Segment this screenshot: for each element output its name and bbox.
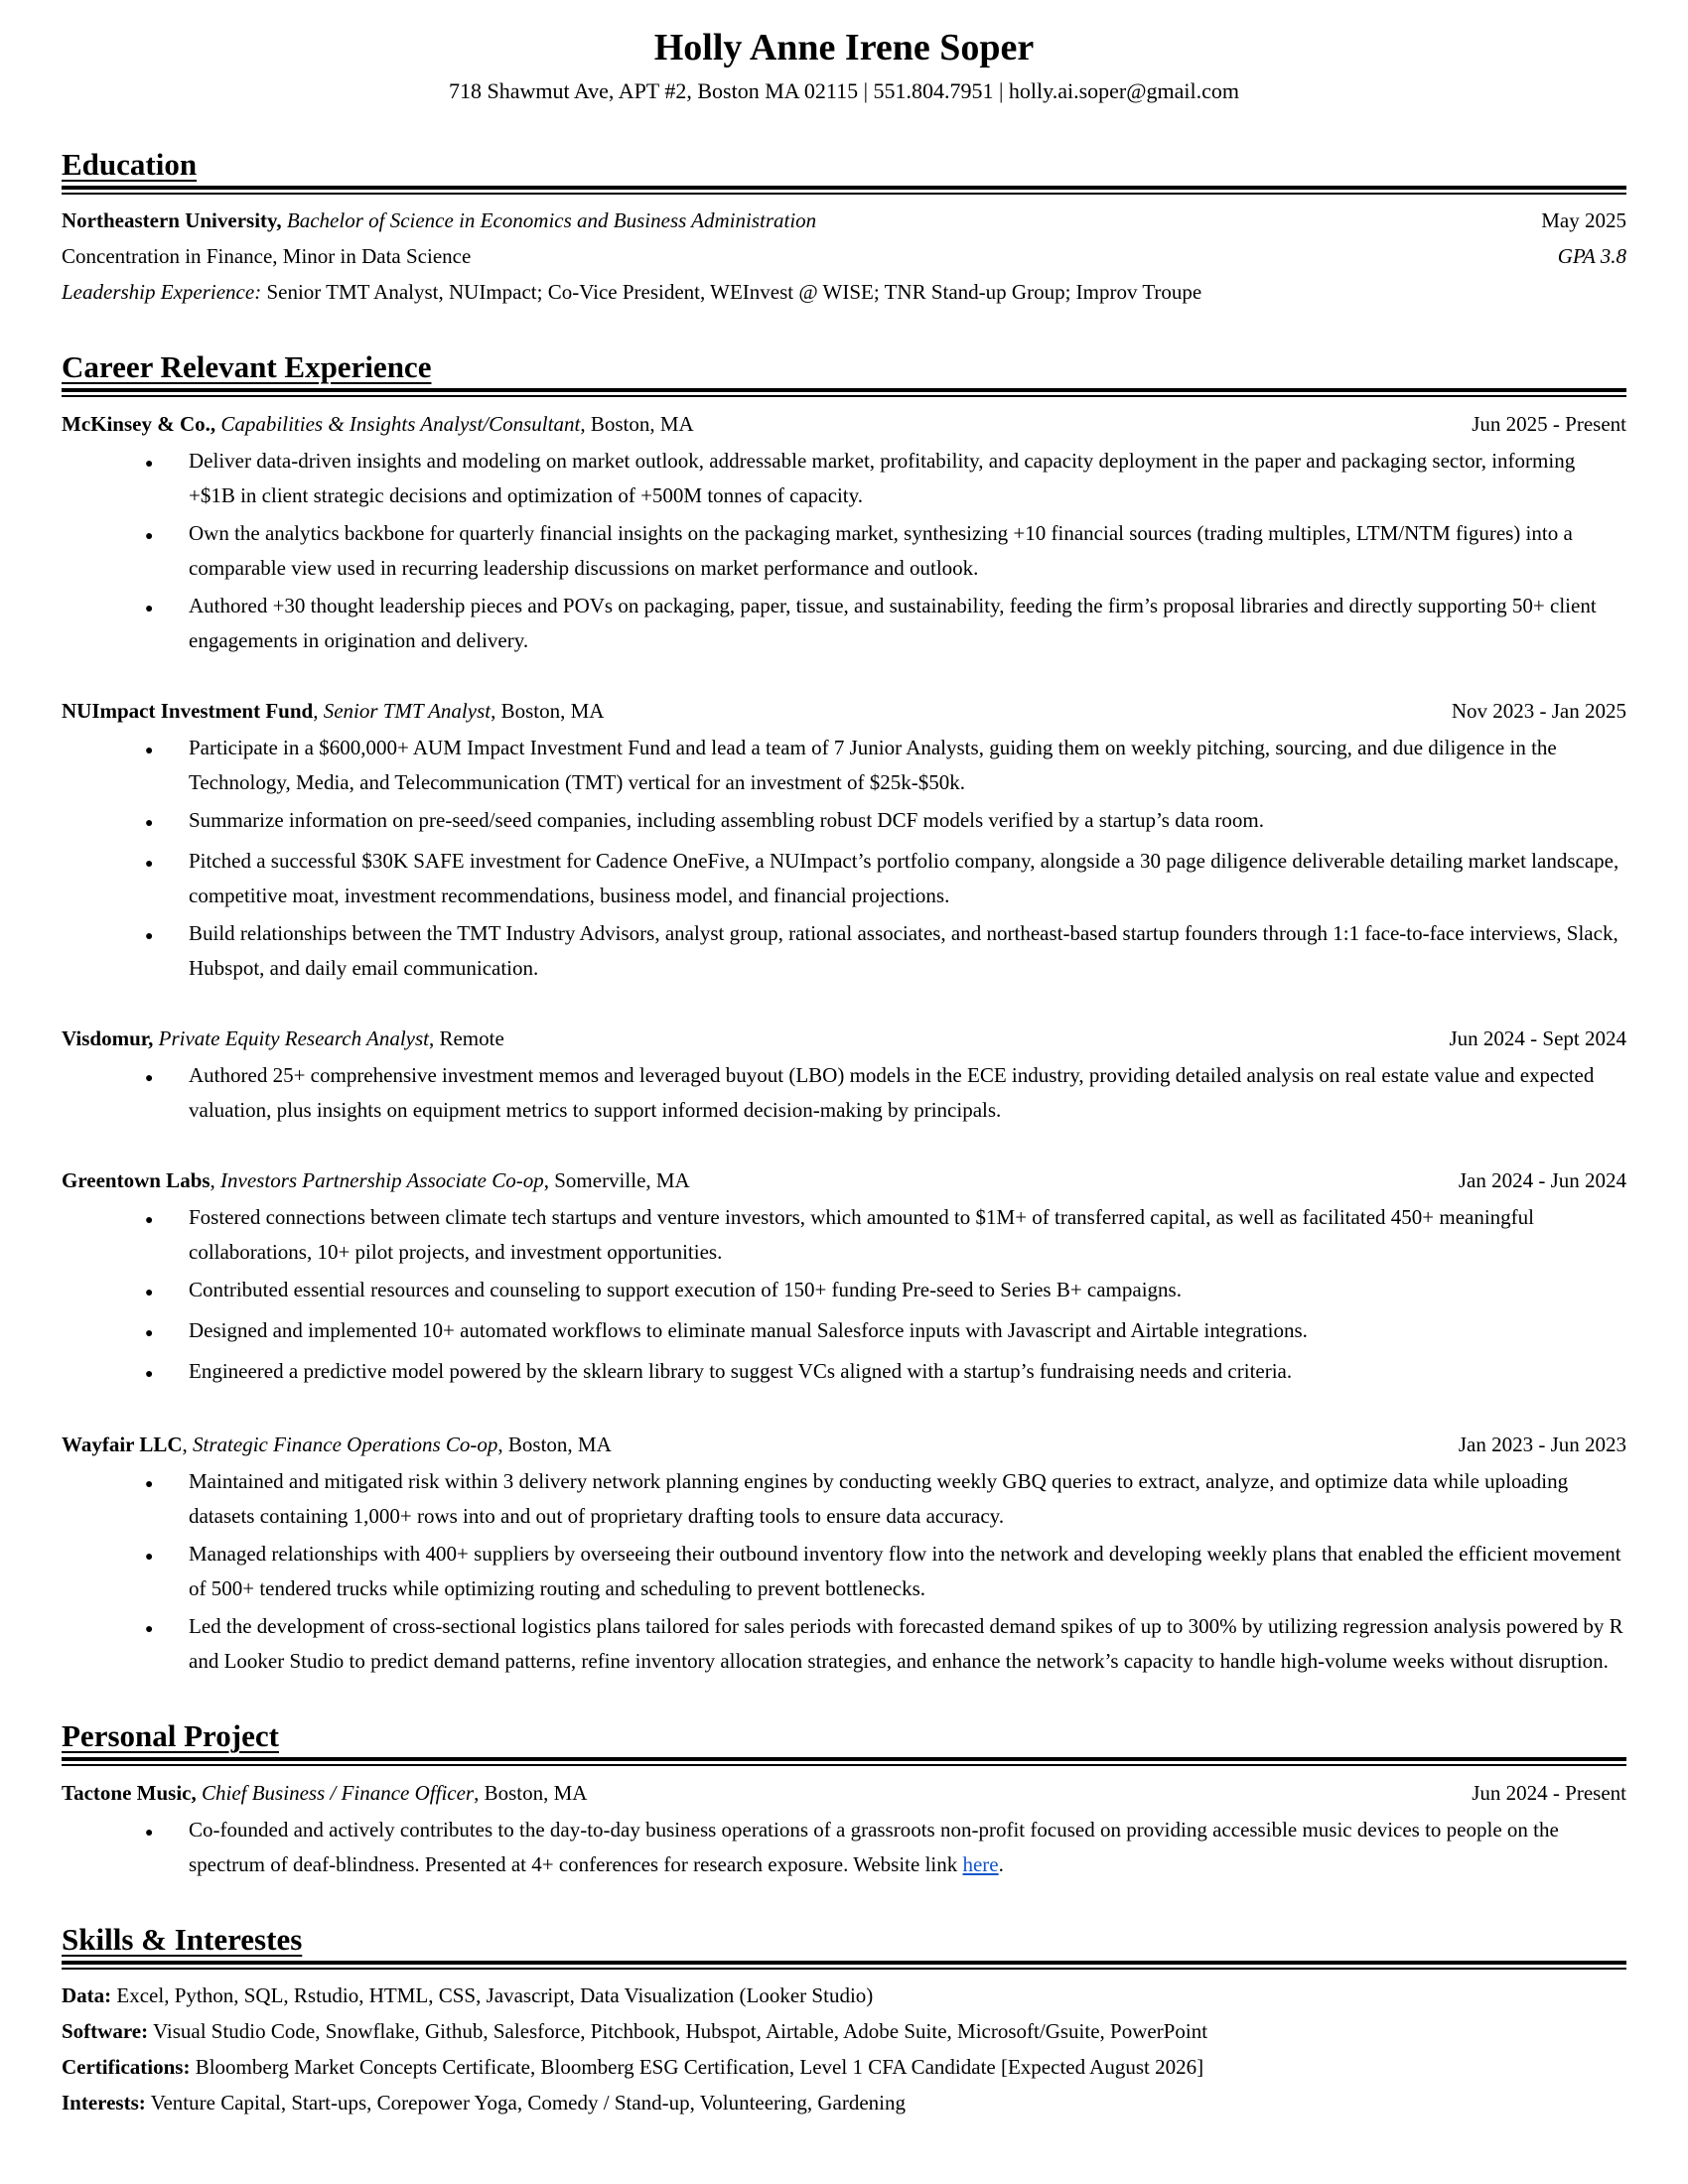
job-location: , Remote	[428, 1026, 504, 1050]
job-date: Nov 2023 - Jan 2025	[1451, 699, 1626, 723]
section-divider	[62, 1757, 1626, 1766]
bullet-dot-icon	[145, 1313, 189, 1351]
section-project	[62, 1718, 1626, 1882]
skills-heading: Skills & Interestes	[62, 1922, 303, 1957]
school-name: Northeastern University,	[62, 208, 282, 232]
section-divider	[62, 1961, 1626, 1970]
skill-text: Visual Studio Code, Snowflake, Github, Salesforce, Pitchbook, Hubspot, Airtable, Adobe Suite, Microsoft/Gsuite, PowerPoint	[148, 2019, 1208, 2043]
job-wayfair	[62, 1428, 1626, 1679]
bullet-item: ● Authored +30 thought leadership pieces and POVs on packaging, paper, tissue, and sustainability, feeding the firm’s proposal libraries and directly supporting 50+ client engagements in origination and delivery.	[145, 589, 1626, 658]
education-date: May 2025	[1541, 208, 1626, 232]
concentration: Concentration in Finance, Minor in Data Science	[62, 244, 472, 268]
bullet-list	[62, 731, 1626, 986]
bullet-list	[62, 1200, 1626, 1392]
section-divider	[62, 186, 1626, 195]
job-role: Senior TMT Analyst	[323, 699, 492, 723]
leadership-text: Senior TMT Analyst, NUImpact; Co-Vice President, WEInvest @ WISE; TNR Stand-up Group; Improv Troupe	[261, 280, 1202, 304]
bullet-dot-icon	[145, 1464, 189, 1534]
company-name: Tactone Music,	[62, 1781, 197, 1805]
skill-text: Bloomberg Market Concepts Certificate, Bloomberg ESG Certification, Level 1 CFA Candidate [Expected August 2026]	[190, 2055, 1204, 2079]
gpa: GPA 3.8	[1557, 244, 1626, 268]
bullet-item: ● Led the development of cross-sectional logistics plans tailored for sales periods with forecasted demand spikes of up to 300% by utilizing regression analysis powered by R and Looker Studio to predict demand patterns, refine inventory allocation strategies, and enhance the network’s capacity to handle high-volume weeks without disruption.	[145, 1609, 1626, 1679]
job-location: , Somerville, MA	[543, 1168, 690, 1192]
job-role: Capabilities & Insights Analyst/Consultant	[220, 412, 581, 436]
bullet-dot-icon	[145, 1609, 189, 1679]
job-date: Jun 2024 - Present	[1472, 1781, 1626, 1805]
bullet-item: ● Build relationships between the TMT Industry Advisors, analyst group, rational associates, and northeast-based startup founders through 1:1 face-to-face interviews, Slack, Hubspot, and daily email communication.	[145, 916, 1626, 986]
job-header	[62, 1776, 1626, 1811]
skills-row-certifications	[62, 2049, 1626, 2085]
bullet-dot-icon	[145, 731, 189, 800]
project-heading: Personal Project	[62, 1718, 279, 1753]
bullet-item: ● Authored 25+ comprehensive investment memos and leveraged buyout (LBO) models in the ECE industry, providing detailed analysis on real estate value and expected valuation, plus insights on equipment metrics to support informed decision-making by principals.	[145, 1058, 1626, 1128]
job-header	[62, 407, 1626, 442]
bullet-list	[62, 444, 1626, 658]
bullet-item: ● Maintained and mitigated risk within 3 delivery network planning engines by conducting weekly GBQ queries to extract, analyze, and optimize data while uploading datasets containing 1,000+ rows into and out of proprietary drafting tools to ensure data accuracy.	[145, 1464, 1626, 1534]
bullet-dot-icon	[145, 803, 189, 841]
job-header	[62, 1163, 1626, 1198]
skill-text: Venture Capital, Start-ups, Corepower Yoga, Comedy / Stand-up, Volunteering, Gardening	[145, 2091, 907, 2115]
job-title-line	[62, 407, 694, 442]
bullet-dot-icon	[145, 1537, 189, 1606]
bullet-with-link: Co-founded and actively contributes to the day-to-day business operations of a grassroots non-profit focused on providing accessible music devices to people on the spectrum of deaf-blindness. Presented at 4+ conferences for research exposure. Website link here.	[189, 1818, 1559, 1876]
job-location: , Boston, MA	[474, 1781, 588, 1805]
bullet-dot-icon	[145, 1200, 189, 1270]
education-degree	[62, 203, 816, 238]
job-title-line	[62, 1776, 587, 1811]
bullet-dot-icon	[145, 1813, 189, 1882]
job-title-line: NUImpact Investment Fund, Senior TMT Analyst, Boston, MA	[62, 699, 605, 723]
company-name: Wayfair LLC	[62, 1433, 183, 1456]
job-header	[62, 694, 1626, 729]
job-visdomur	[62, 1022, 1626, 1128]
skill-label: Certifications:	[62, 2055, 191, 2079]
bullet-list	[62, 1464, 1626, 1679]
leadership-label: Leadership Experience:	[62, 280, 262, 304]
company-name: McKinsey & Co.,	[62, 412, 216, 436]
education-leadership-row	[62, 274, 1626, 310]
job-mckinsey	[62, 407, 1626, 658]
job-date: Jan 2024 - Jun 2024	[1458, 1168, 1626, 1192]
bullet-item: ● Fostered connections between climate tech startups and venture investors, which amounted to $1M+ of transferred capital, as well as facilitated 450+ meaningful collaborations, 10+ pilot projects, and investment opportunities.	[145, 1200, 1626, 1270]
bullet-item: ● Deliver data-driven insights and modeling on market outlook, addressable market, profitability, and capacity deployment in the paper and packaging sector, informing +$1B in client strategic decisions and optimization of +500M tonnes of capacity.	[145, 444, 1626, 513]
job-date: Jun 2024 - Sept 2024	[1449, 1026, 1626, 1050]
bullet-dot-icon	[145, 844, 189, 913]
bullet-dot-icon	[145, 916, 189, 986]
job-title-line: Greentown Labs, Investors Partnership Associate Co-op, Somerville, MA	[62, 1168, 690, 1192]
job-tactone	[62, 1776, 1626, 1882]
job-nuimpact	[62, 694, 1626, 986]
job-role: Chief Business / Finance Officer	[201, 1781, 475, 1805]
bullet-list	[62, 1813, 1626, 1882]
job-title-line	[62, 1022, 504, 1056]
bullet-dot-icon	[145, 1058, 189, 1128]
skills-row-interests	[62, 2085, 1626, 2120]
bullet-item	[145, 1813, 1626, 1882]
job-date: Jan 2023 - Jun 2023	[1458, 1433, 1626, 1456]
education-degree-row	[62, 203, 1626, 238]
skill-text: Excel, Python, SQL, Rstudio, HTML, CSS, Javascript, Data Visualization (Looker Studio)	[111, 1983, 874, 2007]
bullet-dot-icon	[145, 589, 189, 658]
bullet-dot-icon	[145, 516, 189, 586]
contact-line: 718 Shawmut Ave, APT #2, Boston MA 02115 | 551.804.7951 | holly.ai.soper@gmail.com	[448, 78, 1239, 103]
section-education	[62, 147, 1626, 310]
bullet-dot-icon	[145, 1354, 189, 1392]
job-header	[62, 1022, 1626, 1056]
person-name: Holly Anne Irene Soper	[653, 27, 1035, 68]
bullet-item: ● Contributed essential resources and counseling to support execution of 150+ funding Pre-seed to Series B+ campaigns.	[145, 1273, 1626, 1310]
job-title-line: Wayfair LLC, Strategic Finance Operations Co-op, Boston, MA	[62, 1433, 612, 1456]
job-header	[62, 1428, 1626, 1462]
skills-row-software	[62, 2013, 1626, 2049]
company-name: Visdomur,	[62, 1026, 154, 1050]
skill-label: Software:	[62, 2019, 149, 2043]
bullet-item: ● Pitched a successful $30K SAFE investment for Cadence OneFive, a NUImpact’s portfolio company, alongside a 30 page diligence deliverable detailing market landscape, competitive moat, investment recommendations, business model, and financial projections.	[145, 844, 1626, 913]
experience-heading: Career Relevant Experience	[62, 349, 432, 384]
bullet-item: ● Designed and implemented 10+ automated workflows to eliminate manual Salesforce inputs with Javascript and Airtable integrations.	[145, 1313, 1626, 1351]
job-role: Strategic Finance Operations Co-op	[193, 1433, 498, 1456]
company-name: Greentown Labs	[62, 1168, 211, 1192]
job-greentown	[62, 1163, 1626, 1392]
bullet-item: ● Engineered a predictive model powered by the sklearn library to suggest VCs aligned with a startup’s fundraising needs and criteria.	[145, 1354, 1626, 1392]
company-name: NUImpact Investment Fund	[62, 699, 314, 723]
section-divider	[62, 388, 1626, 397]
job-role: Investors Partnership Associate Co-op	[220, 1168, 544, 1192]
leadership-experience	[62, 274, 1201, 310]
job-location: , Boston, MA	[497, 1433, 612, 1456]
job-date: Jun 2025 - Present	[1472, 412, 1626, 436]
bullet-item: ● Own the analytics backbone for quarterly financial insights on the packaging market, synthesizing +10 financial sources (trading multiples, LTM/NTM figures) into a comparable view used in recurring leadership discussions on market performance and outlook.	[145, 516, 1626, 586]
bullet-item: ● Summarize information on pre-seed/seed companies, including assembling robust DCF models verified by a startup’s data room.	[145, 803, 1626, 841]
education-concentration-row	[62, 238, 1626, 274]
degree-title: Bachelor of Science in Economics and Business Administration	[286, 208, 817, 232]
education-heading: Education	[62, 147, 198, 182]
job-location: , Boston, MA	[580, 412, 694, 436]
bullet-dot-icon	[145, 444, 189, 513]
bullet-item: ● Managed relationships with 400+ suppliers by overseeing their outbound inventory flow into the network and developing weekly plans that enabled the efficient movement of 500+ tendered trucks while optimizing routing and scheduling to prevent bottlenecks.	[145, 1537, 1626, 1606]
bullet-item: ● Participate in a $600,000+ AUM Impact Investment Fund and lead a team of 7 Junior Analysts, guiding them on weekly pitching, sourcing, and due diligence in the Technology, Media, and Telecommunication (TMT) vertical for an investment of $25k-$50k.	[145, 731, 1626, 800]
skill-label: Interests:	[62, 2091, 146, 2115]
section-experience	[62, 349, 1626, 1679]
job-location: , Boston, MA	[491, 699, 605, 723]
section-skills	[62, 1922, 1626, 2120]
bullet-list	[62, 1058, 1626, 1128]
skills-row-data	[62, 1978, 1626, 2013]
bullet-dot-icon	[145, 1273, 189, 1310]
skill-label: Data:	[62, 1983, 112, 2007]
website-link[interactable]: here	[962, 1852, 999, 1876]
job-role: Private Equity Research Analyst	[158, 1026, 429, 1050]
